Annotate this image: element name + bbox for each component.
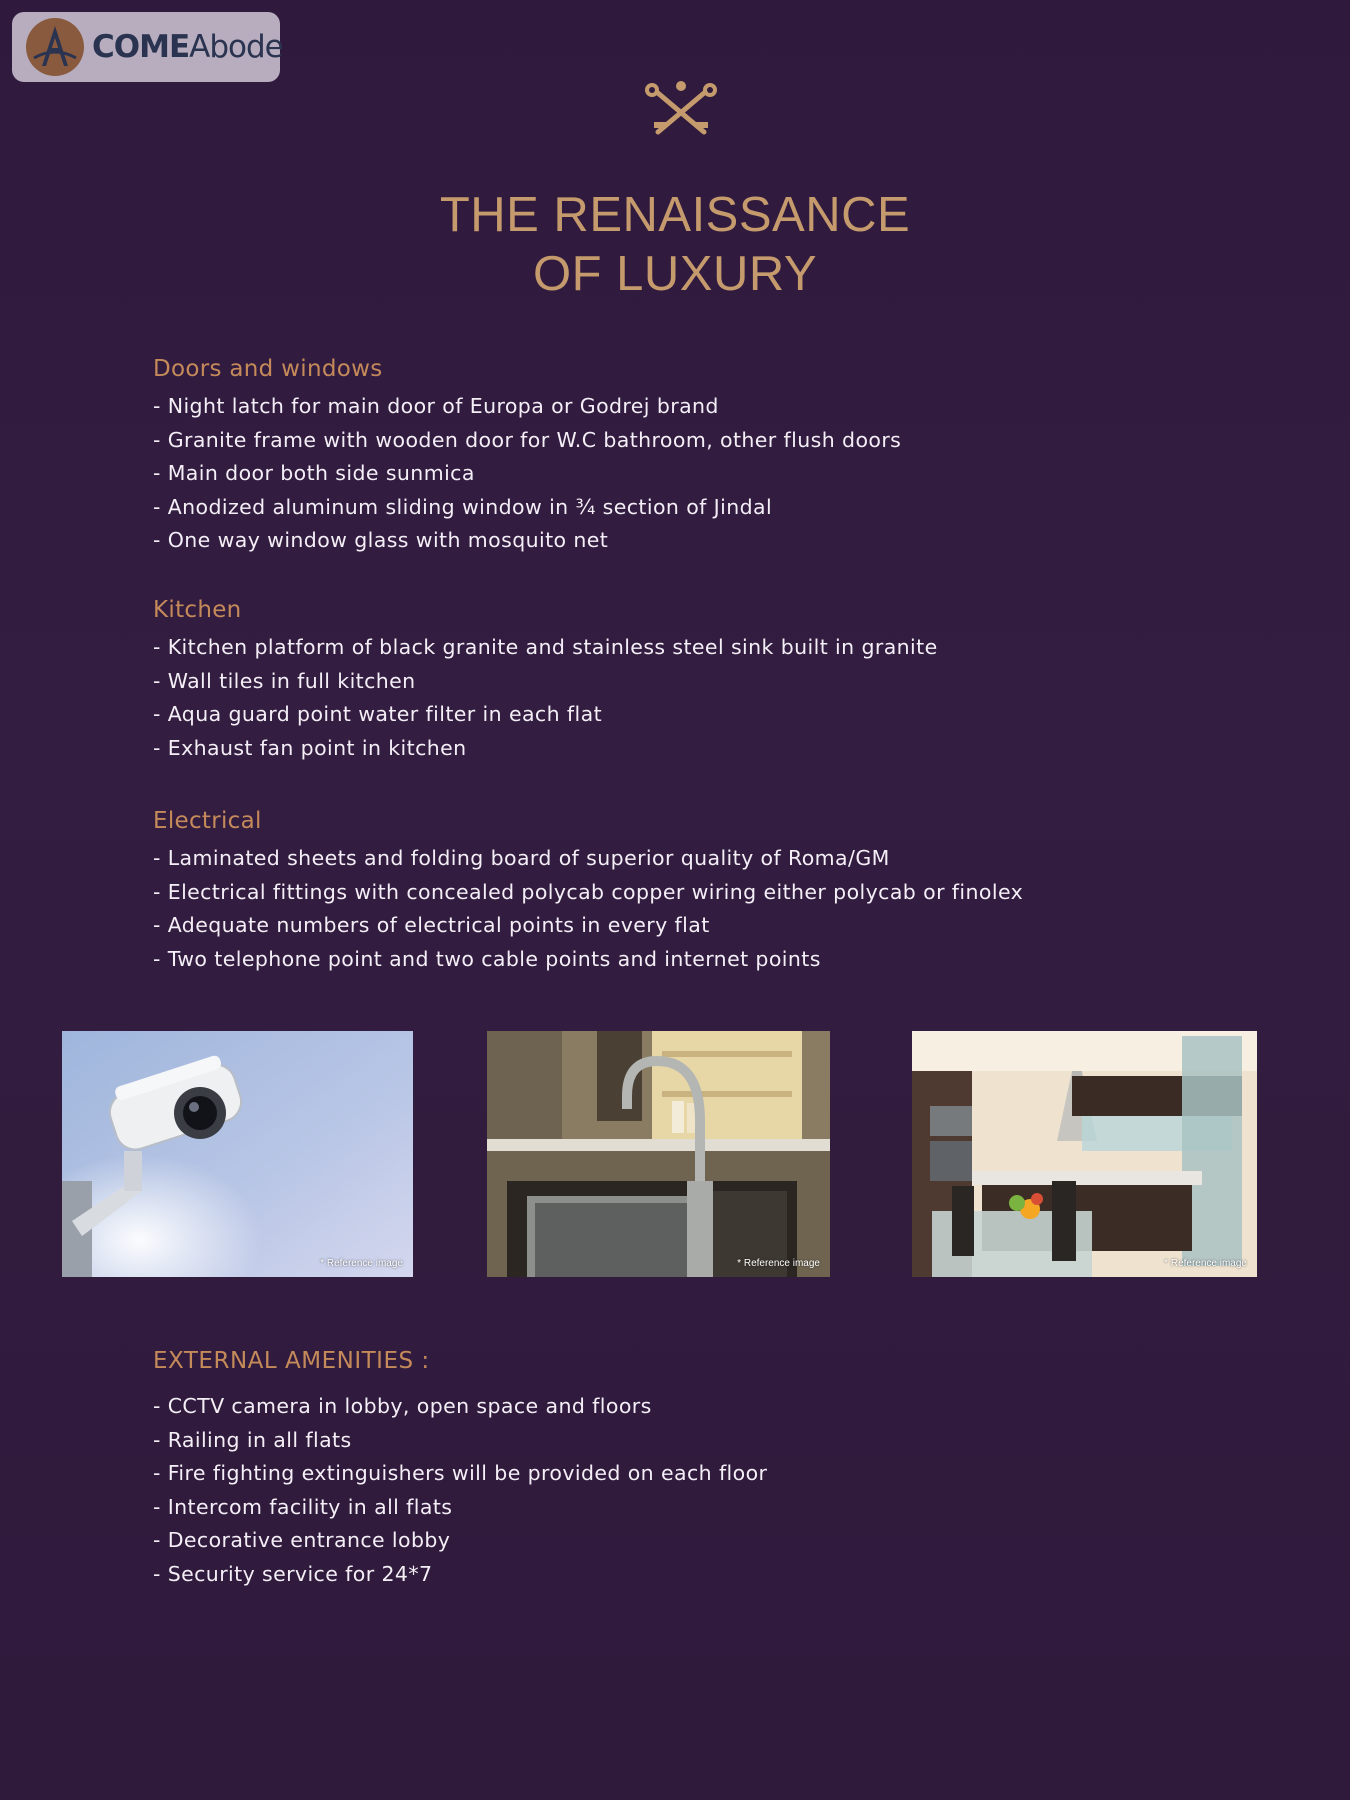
photo-cctv-camera: [62, 1031, 413, 1277]
list-item: - Granite frame with wooden door for W.C bathroom, other flush doors: [153, 427, 902, 452]
list-item: - Aqua guard point water filter in each flat: [153, 702, 603, 726]
list-item: - Intercom facility in all flats: [153, 1494, 453, 1519]
list-item: - Two telephone point and two cable points and internet points: [153, 946, 821, 971]
headline-line-1: THE RENAISSANCE: [439, 188, 911, 242]
list-item: - Fire fighting extinguishers will be provided on each floor: [153, 1461, 768, 1485]
list-item: - Security service for 24*7: [153, 1561, 433, 1586]
list-item: - Kitchen platform of black granite and stainless steel sink built in granite: [153, 635, 938, 659]
reference-image-note: * Reference image: [320, 1258, 403, 1269]
section-kitchen: [153, 597, 1253, 765]
section-doors-windows: [153, 356, 1253, 558]
list-item: - One way window glass with mosquito net: [153, 528, 609, 552]
headline-line-2: OF LUXURY: [532, 247, 818, 301]
list-item: - Laminated sheets and folding board of superior quality of Roma/GM: [153, 846, 890, 870]
section-title: Electrical: [153, 808, 262, 834]
house-logo-icon: [26, 18, 84, 76]
list-item: - Anodized aluminum sliding window in ¾ section of Jindal: [153, 494, 773, 519]
photo-kitchen-sink: [487, 1031, 830, 1277]
crossed-keys-emblem-icon: [640, 78, 722, 140]
brand-logo[interactable]: [12, 12, 283, 82]
brand-name-regular: Abode: [189, 29, 283, 65]
list-item: - Railing in all flats: [153, 1427, 352, 1452]
list-item: - Exhaust fan point in kitchen: [153, 735, 467, 760]
feature-list: [153, 631, 1253, 765]
reference-image-note: * Reference image: [737, 1258, 820, 1269]
amenities-list: [153, 1390, 1253, 1591]
list-item: - Adequate numbers of electrical points in every flat: [153, 913, 710, 937]
section-external-amenities: [153, 1348, 1253, 1591]
section-title: Doors and windows: [153, 356, 383, 382]
feature-list: [153, 390, 1253, 558]
list-item: - Electrical fittings with concealed polycab copper wiring either polycab or finolex: [153, 879, 1024, 904]
section-electrical: [153, 808, 1253, 976]
reference-image-note: * Reference image: [1164, 1258, 1247, 1269]
list-item: - Wall tiles in full kitchen: [153, 668, 416, 693]
photo-modular-kitchen: [912, 1031, 1257, 1277]
list-item: - CCTV camera in lobby, open space and floors: [153, 1394, 652, 1418]
brand-name: [92, 29, 283, 65]
list-item: - Night latch for main door of Europa or Godrej brand: [153, 394, 719, 418]
section-title: EXTERNAL AMENITIES :: [153, 1348, 430, 1374]
list-item: - Decorative entrance lobby: [153, 1528, 451, 1552]
feature-list: [153, 842, 1253, 976]
brand-name-bold: COME: [92, 29, 190, 65]
page-headline: [0, 186, 1350, 304]
list-item: - Main door both side sunmica: [153, 461, 475, 485]
section-title: Kitchen: [153, 597, 242, 623]
